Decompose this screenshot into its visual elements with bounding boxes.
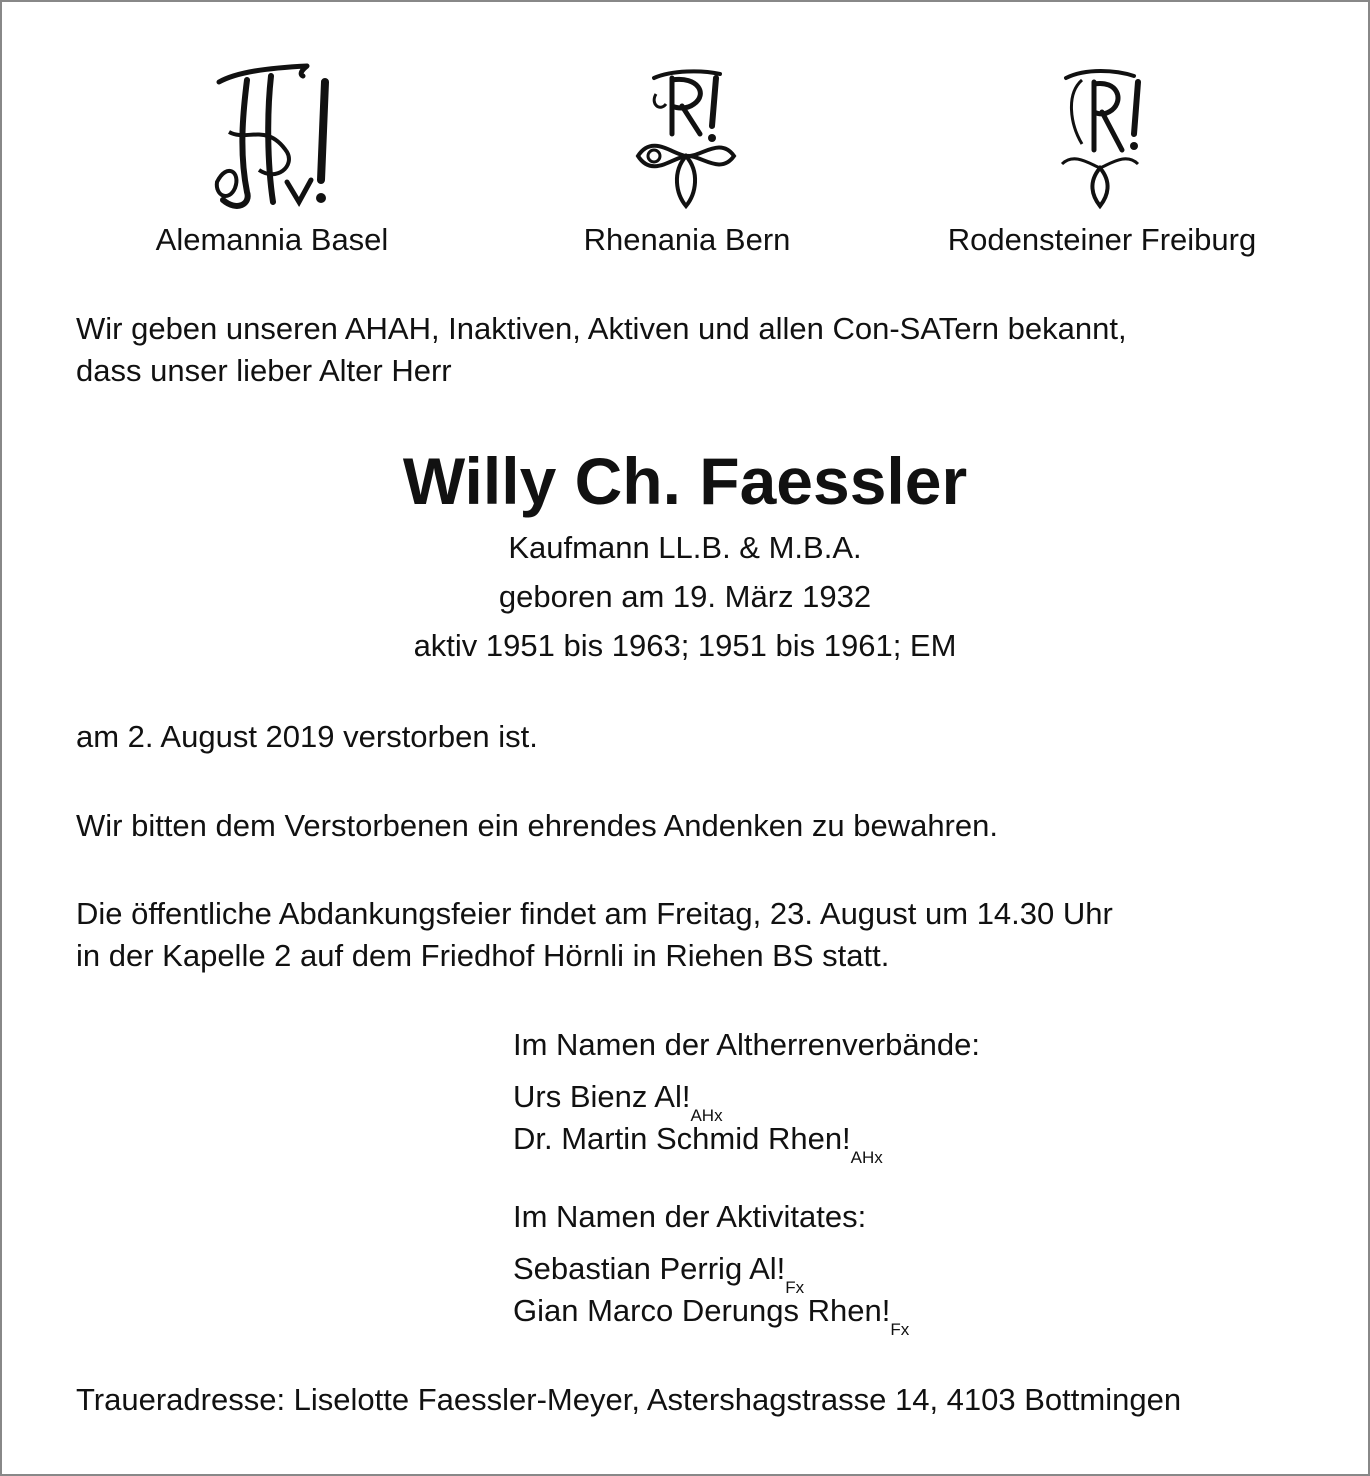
- rodensteiner-emblem-icon: [1052, 64, 1152, 214]
- signatory: [513, 1121, 883, 1167]
- signatory-suffix: Fx: [785, 1278, 805, 1297]
- club-name-alemannia: Alemannia Basel: [155, 222, 389, 257]
- club-name-rodensteiner: Rodensteiner Freiburg: [947, 222, 1257, 257]
- ceremony-line-2: in der Kapelle 2 auf dem Friedhof Hörnli in Riehen BS statt.: [76, 938, 890, 973]
- deceased-active-years: aktiv 1951 bis 1963; 1951 bis 1961; EM: [413, 628, 957, 663]
- signatory: [513, 1293, 910, 1339]
- intro-line-2: dass unser lieber Alter Herr: [76, 353, 452, 388]
- intro-line-1: Wir geben unseren AHAH, Inaktiven, Aktiven und allen Con-SATern bekannt,: [76, 311, 1127, 346]
- deceased-birth: geboren am 19. März 1932: [498, 579, 872, 614]
- deceased-profession: Kaufmann LL.B. & M.B.A.: [508, 530, 862, 565]
- alemannia-emblem-icon: [207, 62, 342, 212]
- signatory: [513, 1079, 723, 1125]
- active-heading: Im Namen der Aktivitates:: [513, 1199, 867, 1234]
- deceased-name: Willy Ch. Faessler: [402, 444, 968, 518]
- mourning-address: Traueradresse: Liselotte Faessler-Meyer, Astershagstrasse 14, 4103 Bottmingen: [76, 1382, 1182, 1417]
- signatory-name: Gian Marco Derungs Rhen!: [513, 1293, 891, 1328]
- alumni-heading: Im Namen der Altherrenverbände:: [513, 1027, 980, 1062]
- signatory-name: Sebastian Perrig Al!: [513, 1251, 786, 1286]
- signatory-suffix: Fx: [890, 1320, 910, 1339]
- remembrance-request: Wir bitten dem Verstorbenen ein ehrendes Andenken zu bewahren.: [76, 808, 998, 843]
- signatory-name: Dr. Martin Schmid Rhen!: [513, 1121, 851, 1156]
- death-date-text: am 2. August 2019 verstorben ist.: [76, 719, 538, 754]
- signatory-suffix: AHx: [850, 1148, 883, 1167]
- signatory-name: Urs Bienz Al!: [513, 1079, 691, 1114]
- signatory: [513, 1251, 805, 1297]
- rhenania-emblem-icon: [632, 64, 742, 214]
- ceremony-line-1: Die öffentliche Abdankungsfeier findet am Freitag, 23. August um 14.30 Uhr: [76, 896, 1113, 931]
- club-name-rhenania: Rhenania Bern: [583, 222, 791, 257]
- signatory-suffix: AHx: [690, 1106, 723, 1125]
